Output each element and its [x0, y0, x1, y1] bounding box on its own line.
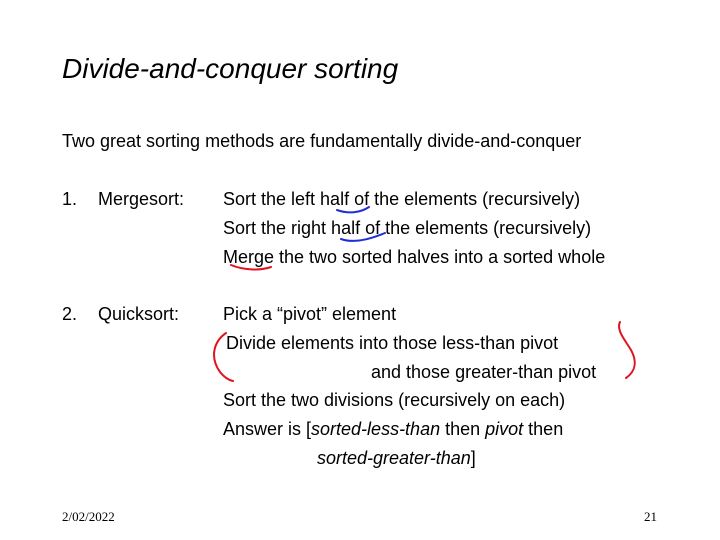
quicksort-answer-line-1 — [223, 419, 563, 440]
quicksort-step-1: Pick a “pivot” element — [223, 304, 397, 324]
mergesort-step-1: Sort the left half of the elements (recursively) — [223, 189, 581, 209]
page-number: 21 — [644, 509, 657, 524]
right-bracket-mark — [619, 322, 635, 378]
quicksort-step-3: Sort the two divisions (recursively on each) — [223, 390, 566, 410]
answer-sorted-less-than: sorted-less-than — [311, 419, 441, 439]
slide-title: Divide-and-conquer sorting — [62, 53, 399, 84]
item-number-2: 2. — [62, 304, 78, 324]
mergesort-label: Mergesort: — [98, 189, 185, 209]
quicksort-step-2: Divide elements into those less-than pivot — [226, 333, 559, 353]
answer-pivot: pivot — [485, 419, 524, 439]
intro-text: Two great sorting methods are fundamentally divide-and-conquer — [62, 131, 582, 151]
answer-suffix: ] — [470, 448, 476, 468]
mergesort-step-2: Sort the right half of the elements (recursively) — [223, 218, 592, 238]
answer-sorted-greater-than: sorted-greater-than — [317, 448, 471, 468]
answer-then-1: then — [440, 419, 486, 439]
quicksort-step-2-continued: and those greater-than pivot — [371, 362, 597, 382]
mergesort-step-3: Merge the two sorted halves into a sorted whole — [223, 247, 606, 267]
item-number-1: 1. — [62, 189, 78, 209]
footer-date: 2/02/2022 — [62, 509, 115, 524]
answer-prefix: Answer is [ — [223, 419, 312, 439]
answer-then-2: then — [523, 419, 564, 439]
quicksort-answer-line-2 — [317, 448, 476, 469]
quicksort-label: Quicksort: — [98, 304, 180, 324]
